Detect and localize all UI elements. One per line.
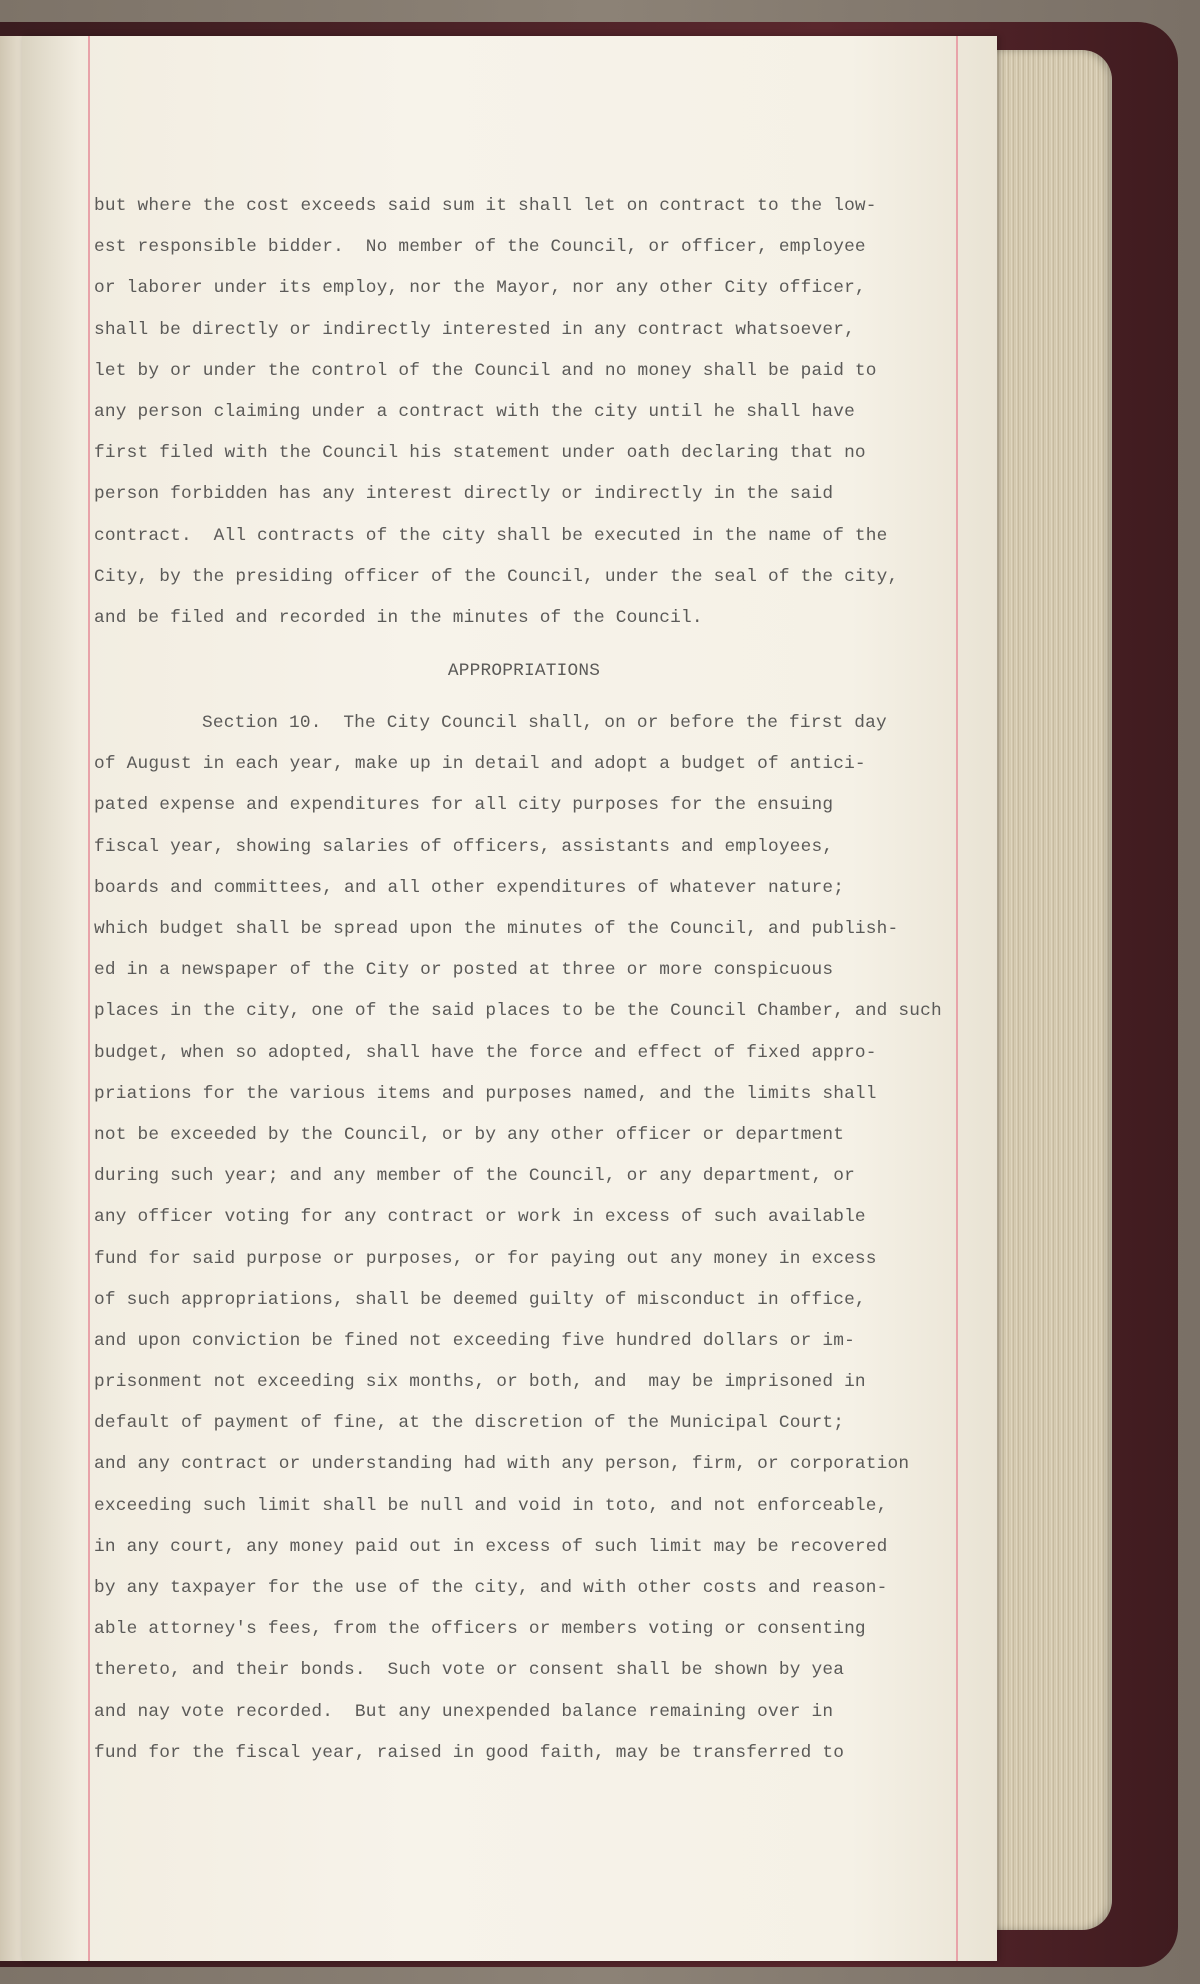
text-line: of August in each year, make up in detail and adopt a budget of antici- (94, 754, 866, 775)
text-line: exceeding such limit shall be null and void in toto, and not enforceable, (94, 1495, 888, 1516)
text-line: est responsible bidder. No member of the Council, or officer, employee (94, 237, 866, 258)
text-line: of such appropriations, shall be deemed guilty of misconduct in office, (94, 1289, 866, 1310)
section-heading: APPROPRIATIONS (447, 661, 601, 682)
text-line: shall be directly or indirectly interested in any contract whatsoever, (94, 319, 855, 340)
text-line: let by or under the control of the Council and no money shall be paid to (94, 360, 877, 381)
text-line: priations for the various items and purposes named, and the limits shall (94, 1083, 877, 1104)
text-line: and be filed and recorded in the minutes of the Council. (94, 607, 703, 628)
text-line: City, by the presiding officer of the Council, under the seal of the city, (94, 566, 899, 587)
text-line: fund for said purpose or purposes, or for paying out any money in excess (94, 1248, 877, 1269)
text-line: thereto, and their bonds. Such vote or consent shall be shown by yea (94, 1660, 845, 1681)
text-line: able attorney's fees, from the officers or members voting or consenting (94, 1619, 866, 1640)
text-line: Section 10. The City Council shall, on or before the first day (202, 713, 887, 734)
text-line: fund for the fiscal year, raised in good faith, may be transferred to (94, 1742, 845, 1763)
typed-text-block (94, 186, 994, 1774)
text-line: ed in a newspaper of the City or posted at three or more conspicuous (94, 960, 834, 981)
text-line: fiscal year, showing salaries of officers, assistants and employees, (94, 836, 834, 857)
text-line: which budget shall be spread upon the minutes of the Council, and publish- (94, 919, 899, 939)
text-line: or laborer under its employ, nor the Mayor, nor any other City officer, (94, 278, 866, 299)
ledger-page (22, 36, 997, 1961)
text-line: in any court, any money paid out in excess of such limit may be recovered (94, 1536, 888, 1557)
gutter-leaf (0, 36, 22, 1961)
text-line: any officer voting for any contract or work in excess of such available (94, 1207, 866, 1228)
text-line: and any contract or understanding had with any person, firm, or corporation (94, 1454, 910, 1475)
text-line: and upon conviction be fined not exceeding five hundred dollars or im- (94, 1330, 855, 1351)
text-line: but where the cost exceeds said sum it shall let on contract to the low- (94, 196, 877, 216)
text-line: by any taxpayer for the use of the city, and with other costs and reason- (94, 1578, 888, 1598)
text-line: and nay vote recorded. But any unexpended balance remaining over in (94, 1701, 834, 1722)
text-line: pated expense and expenditures for all city purposes for the ensuing (94, 795, 834, 816)
text-line: default of payment of fine, at the discretion of the Municipal Court; (94, 1413, 845, 1434)
text-line: during such year; and any member of the Council, or any department, or (94, 1166, 855, 1187)
text-line: prisonment not exceeding six months, or both, and may be imprisoned in (94, 1372, 866, 1393)
text-line: not be exceeded by the Council, or by any other officer or department (94, 1124, 845, 1145)
text-line: any person claiming under a contract with the city until he shall have (94, 401, 855, 422)
text-line: person forbidden has any interest directly or indirectly in the said (94, 484, 834, 505)
text-line: budget, when so adopted, shall have the force and effect of fixed appro- (94, 1042, 877, 1063)
text-line: contract. All contracts of the city shall be executed in the name of the (94, 525, 888, 546)
text-line: boards and committees, and all other expenditures of whatever nature; (94, 877, 845, 898)
left-margin-rule (88, 36, 90, 1961)
text-line: first filed with the Council his statement under oath declaring that no (94, 443, 866, 464)
text-line: places in the city, one of the said places to be the Council Chamber, and such (94, 1001, 942, 1022)
